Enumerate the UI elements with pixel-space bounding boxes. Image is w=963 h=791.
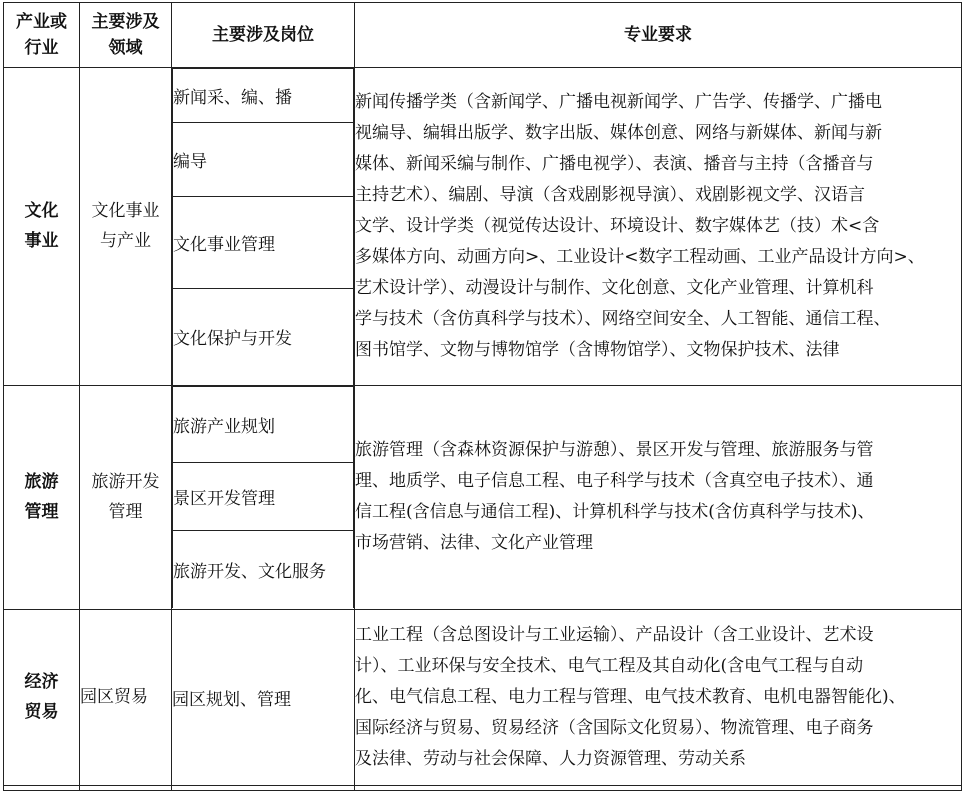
requirements-cell <box>355 385 962 609</box>
header-industry-line-2: 行业 <box>24 38 59 58</box>
requirements-line: 工业工程（含总图设计与工业运输）、产品设计（含工业设计、艺术设 <box>355 624 874 645</box>
header-industry <box>4 3 80 68</box>
domain-line: 文化事业 <box>91 201 160 222</box>
industry-line: 旅游 <box>24 472 59 492</box>
positions-list <box>172 68 354 385</box>
table-row <box>4 609 962 785</box>
position-item: 编导 <box>173 123 354 197</box>
industry-line: 经济 <box>24 672 59 692</box>
requirements-cell <box>355 68 962 386</box>
position-item: 旅游产业规划 <box>173 386 354 462</box>
position-item: 新闻采、编、播 <box>173 69 354 123</box>
majors-table <box>3 2 962 791</box>
positions-cell <box>172 385 355 609</box>
requirements-line: 计）、工业环保与安全技术、电气工程及其自动化(含电气工程与自动 <box>355 655 864 676</box>
requirements-line: 理、地质学、电子信息工程、电子科学与技术（含真空电子技术）、通 <box>355 471 874 491</box>
requirements-cell <box>355 609 962 785</box>
table-row <box>4 68 962 386</box>
requirements-line: 市场营销、法律、文化产业管理 <box>355 533 593 553</box>
header-domain-line-1: 主要涉及 <box>91 12 160 32</box>
requirements-line: 视编导、编辑出版学、数字出版、媒体创意、网络与新媒体、新闻与新 <box>355 122 882 143</box>
domain-line: 旅游开发 <box>91 472 160 492</box>
trailing-row <box>4 785 962 790</box>
requirements-line: 化、电气信息工程、电力工程与管理、电气技术教育、电机电器智能化)、 <box>355 686 906 707</box>
requirements-line: 多媒体方向、动画方向>、工业设计<数字工程动画、工业产品设计方向>、 <box>355 246 925 267</box>
requirements-line: 媒体、新闻采编与制作、广播电视学）、表演、播音与主持（含播音与 <box>355 153 874 174</box>
requirements-line: 旅游管理（含森林资源保护与游憩）、景区开发与管理、旅游服务与管 <box>355 440 874 460</box>
requirements-line: 信工程(含信息与通信工程)、计算机科学与技术(含仿真科学与技术)、 <box>355 502 875 522</box>
trailing-cell <box>4 785 80 790</box>
trailing-cell <box>172 785 355 790</box>
header-positions: 主要涉及岗位 <box>172 3 355 68</box>
header-requirements: 专业要求 <box>355 3 962 68</box>
industry-line: 文化 <box>24 201 59 222</box>
header-domain <box>80 3 172 68</box>
table-row <box>4 385 962 609</box>
requirements-line: 文学、设计学类（视觉传达设计、环境设计、数字媒体艺（技）术<含 <box>355 215 880 236</box>
requirements-line: 国际经济与贸易、贸易经济（含国际文化贸易）、物流管理、电子商务 <box>355 717 874 738</box>
domain-line: 园区贸易 <box>80 687 148 707</box>
requirements-line: 学与技术（含仿真科学与技术）、网络空间安全、人工智能、通信工程、 <box>355 308 891 329</box>
trailing-cell <box>355 785 962 790</box>
industry-cell <box>4 609 80 785</box>
header-row <box>4 3 962 68</box>
domain-line: 与产业 <box>100 231 151 252</box>
position-item: 园区规划、管理 <box>172 689 291 710</box>
requirements-line: 图书馆学、文物与博物馆学（含博物馆学）、文物保护技术、法律 <box>355 339 840 360</box>
position-item: 文化事业管理 <box>173 197 354 289</box>
requirements-line: 艺术设计学）、动漫设计与制作、文化创意、文化产业管理、计算机科 <box>355 277 874 298</box>
industry-cell <box>4 385 80 609</box>
positions-list <box>172 386 354 609</box>
requirements-line: 主持艺术）、编剧、导演（含戏剧影视导演）、戏剧影视文学、汉语言 <box>355 184 865 205</box>
requirements-line: 新闻传播学类（含新闻学、广播电视新闻学、广告学、传播学、广播电 <box>355 91 882 112</box>
industry-line: 贸易 <box>24 702 59 722</box>
domain-line: 管理 <box>108 502 143 522</box>
domain-cell <box>80 385 172 609</box>
domain-cell <box>80 609 172 785</box>
position-item: 旅游开发、文化服务 <box>173 530 354 608</box>
domain-cell <box>80 68 172 386</box>
position-item: 文化保护与开发 <box>173 289 354 385</box>
trailing-cell <box>80 785 172 790</box>
industry-cell <box>4 68 80 386</box>
industry-line: 事业 <box>24 231 59 252</box>
requirements-line: 及法律、劳动与社会保障、人力资源管理、劳动关系 <box>355 748 746 769</box>
positions-cell <box>172 609 355 785</box>
industry-line: 管理 <box>24 502 59 522</box>
positions-cell <box>172 68 355 386</box>
header-industry-line-1: 产业或 <box>16 12 67 32</box>
header-domain-line-2: 领域 <box>108 38 143 58</box>
position-item: 景区开发管理 <box>173 462 354 530</box>
